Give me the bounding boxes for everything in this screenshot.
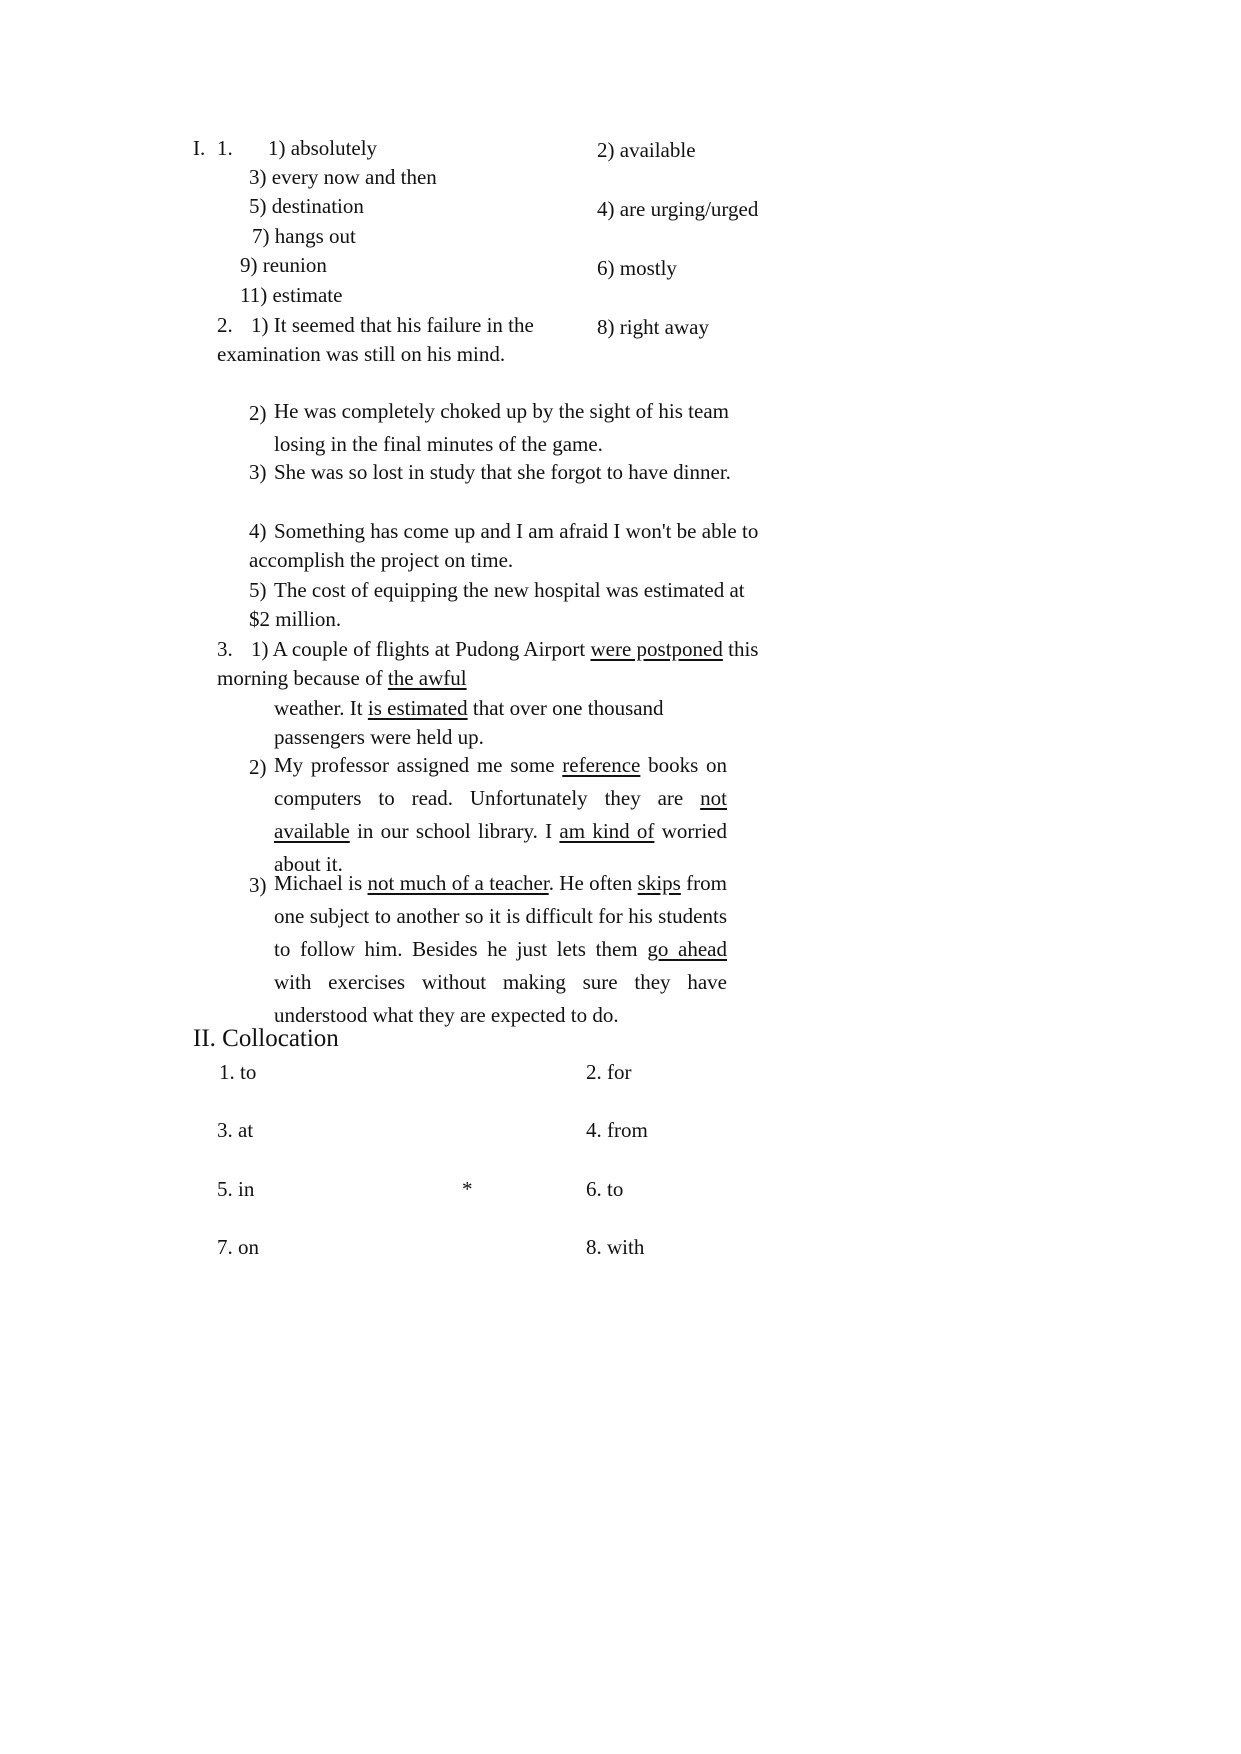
q3-item-2-underline-not-available: not available <box>274 786 727 843</box>
q1-answer-3: 3) every now and then <box>249 165 437 189</box>
q2-item-2-text: He was completely choked up by the sight of his team losing in the final minutes of the game. <box>274 399 729 456</box>
collocation-8: 8. with <box>586 1235 645 1259</box>
q3-item-2-text-c: in our school library. I <box>349 819 560 843</box>
q2-item-3-number: 3) <box>249 460 267 484</box>
q2-item-5-line-2: $2 million. <box>249 607 342 631</box>
q3-item-2-text-a: My professor assigned me some <box>274 753 563 777</box>
q1-answer-4: 4) are urging/urged <box>597 197 759 221</box>
q3-item-1-text: this <box>722 637 759 661</box>
q3-item-2-text <box>274 749 727 881</box>
q3-item-2-text-b: books on computers to read. Unfortunately they are <box>274 753 727 810</box>
q1-answer-8: 8) right away <box>597 315 709 339</box>
q2-item-4-line-2: accomplish the project on time. <box>249 548 514 572</box>
q1-answer-2: 2) available <box>597 138 696 162</box>
q2-item-3-text: She was so lost in study that she forgot to have dinner. <box>274 460 731 484</box>
q3-item-3-text <box>274 867 727 1032</box>
q3-item-1-text: morning because of <box>217 666 388 690</box>
collocation-3: 3. at <box>217 1118 254 1142</box>
asterisk-marker: * <box>462 1177 473 1201</box>
q3-item-3-text-b: . He often <box>548 871 638 895</box>
collocation-1: 1. to <box>219 1060 257 1084</box>
q2-item-4-number: 4) <box>249 519 267 543</box>
q3-item-1-text: that over one thousand <box>467 696 664 720</box>
q1-answer-5: 5) destination <box>249 194 364 218</box>
q3-item-1-underline-the-awful: the awful <box>387 666 467 690</box>
question-3-number: 3. <box>217 637 233 661</box>
q3-item-1-underline-is-estimated: is estimated <box>367 696 468 720</box>
q3-item-3-underline-not-much-of-a-teacher: not much of a teacher <box>367 871 549 895</box>
q3-item-2-underline-am-kind-of: am kind of <box>559 819 655 843</box>
question-1-number: 1. <box>217 136 233 160</box>
question-2-number: 2. <box>217 313 233 337</box>
collocation-4: 4. from <box>586 1118 648 1142</box>
q3-item-3-text-d: with exercises without making sure they have understood what they are expected to do. <box>274 970 727 1027</box>
collocation-6: 6. to <box>586 1177 624 1201</box>
q2-item-2-number: 2) <box>249 401 267 425</box>
q2-item-4-line-1: Something has come up and I am afraid I won't be able to <box>274 519 759 543</box>
q2-item-5-line-1: The cost of equipping the new hospital was estimated at <box>274 578 745 602</box>
q3-item-1-text: weather. It <box>274 696 368 720</box>
q2-item-5-number: 5) <box>249 578 267 602</box>
q3-item-1-line-1 <box>251 639 758 660</box>
collocation-7: 7. on <box>217 1235 259 1259</box>
q3-item-3-underline-go-ahead: go ahead <box>647 937 727 961</box>
q1-answer-6: 6) mostly <box>597 256 677 280</box>
q3-item-1-line-3 <box>274 698 664 719</box>
q3-item-1-underline-were-postponed: were postponed <box>590 637 723 661</box>
q3-item-3-number: 3) <box>249 873 267 897</box>
q2-item-1-line-1: 1) It seemed that his failure in the <box>251 313 534 337</box>
q3-item-1-line-2 <box>217 668 467 689</box>
q1-answer-1: 1) absolutely <box>268 136 378 160</box>
q3-item-3-underline-skips: skips <box>637 871 681 895</box>
section-2-title: II. Collocation <box>193 1025 339 1052</box>
q3-item-2-underline-reference: reference <box>562 753 641 777</box>
collocation-2: 2. for <box>586 1060 632 1084</box>
q1-answer-9: 9) reunion <box>240 253 327 277</box>
q3-item-1-line-4: passengers were held up. <box>274 725 484 749</box>
q3-item-1-text: 1) A couple of flights at Pudong Airport <box>251 637 591 661</box>
q1-answer-7: 7) hangs out <box>252 224 356 248</box>
q3-item-2-number: 2) <box>249 755 267 779</box>
q3-item-3-text-a: Michael is <box>274 871 368 895</box>
section-1-label: I. <box>193 136 206 160</box>
q2-item-1-line-2: examination was still on his mind. <box>217 342 506 366</box>
q3-item-3-text-c: from one subject to another so it is difficult for his students to follow him. Besides he just lets them <box>274 871 728 961</box>
collocation-5: 5. in <box>217 1177 255 1201</box>
q3-item-2-text-d: worried about it. <box>274 819 727 876</box>
q1-answer-11: 11) estimate <box>240 283 343 307</box>
